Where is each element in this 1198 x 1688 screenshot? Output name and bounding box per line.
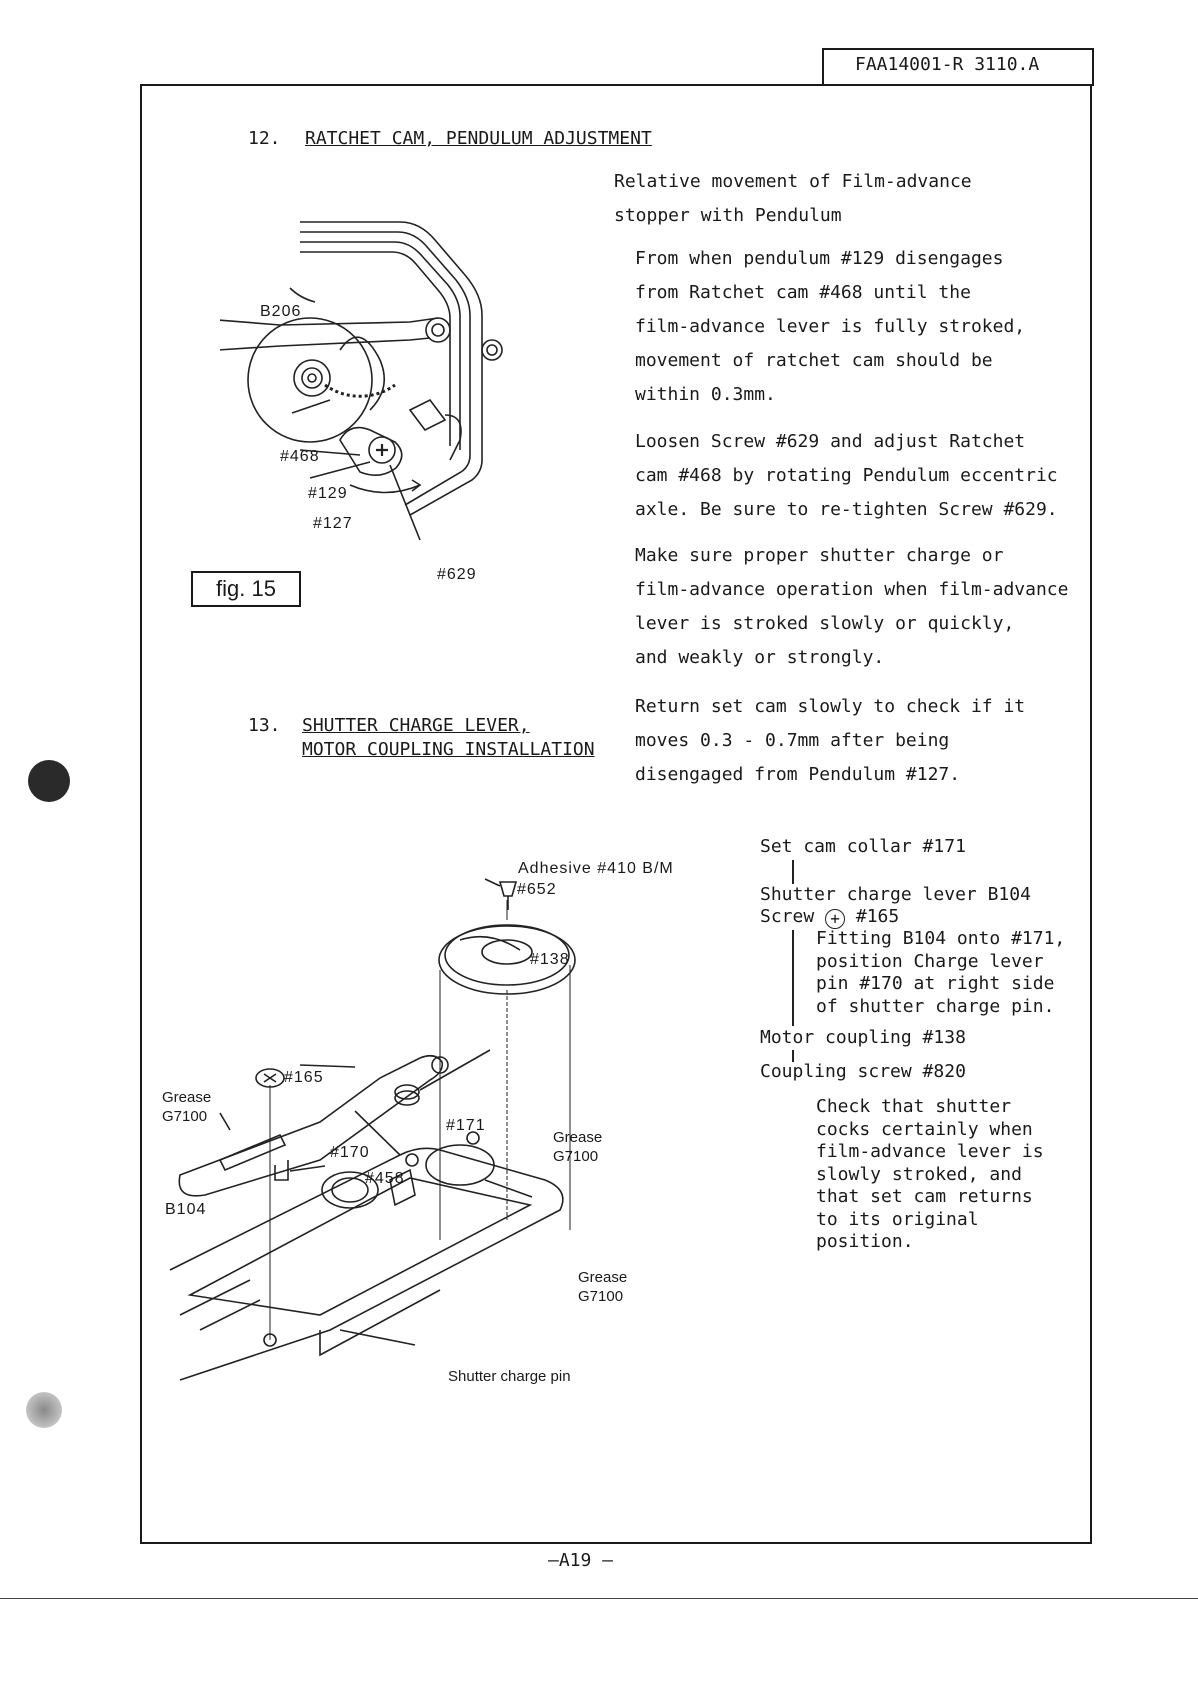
label-468: #468 [280,448,320,465]
section-12-title: RATCHET CAM, PENDULUM ADJUSTMENT [305,128,652,149]
section-12-number: 12. [248,128,281,149]
step-coupling-screw: Coupling screw #820 [760,1061,966,1082]
step-check: Check that shutter cocks certainly when film-advance lever is slowly stroked, and that set cam returns to its original position. [816,1096,1044,1252]
flow-arrow [792,930,794,1026]
phillips-screw-icon: + [825,909,845,929]
label-grease-3: Grease G7100 [578,1269,628,1305]
label-127: #127 [313,515,353,532]
step-note: Fitting B104 onto #171, position Charge lever pin #170 at right side of shutter charge pin. [816,928,1066,1017]
label-170: #170 [330,1144,370,1161]
section-12-intro: Relative movement of Film-advance stopper with Pendulum [614,171,972,226]
section-12-para-4: Return set cam slowly to check if it moves 0.3 - 0.7mm after being disengaged from Pendulum #127. [635,696,1026,785]
section-13-title-line-1: SHUTTER CHARGE LEVER, [302,715,530,736]
flow-arrow [792,860,794,884]
step-set-cam-collar: Set cam collar #171 [760,836,966,857]
section-12-para-2: Loosen Screw #629 and adjust Ratchet cam #468 by rotating Pendulum eccentric axle. Be sure to re-tighten Screw #629. [635,431,1058,520]
label-grease-1: Grease G7100 [162,1089,212,1125]
page-number: —A19 — [548,1550,614,1571]
label-165: #165 [284,1069,324,1086]
label-b206: B206 [260,303,302,320]
scan-mark [26,1392,62,1428]
section-12-para-1: From when pendulum #129 disengages from Ratchet cam #468 until the film-advance lever is fully stroked, movement of ratchet cam should be within 0.3mm. [635,248,1026,405]
figure-caption: fig. 15 [191,571,301,607]
scan-mark [28,760,70,802]
doc-code: FAA14001-R 3110.A [855,54,1040,75]
label-652: #652 [517,881,557,898]
step-screw: Screw + #165 [760,906,900,928]
step-shutter-charge-lever: Shutter charge lever B104 [760,884,1031,905]
section-13-title-line-2: MOTOR COUPLING INSTALLATION [302,739,595,760]
section-12-para-3: Make sure proper shutter charge or film-advance operation when film-advance lever is stroked slowly or quickly, and weakly or strongly. [635,545,1069,668]
label-138: #138 [530,951,570,968]
label-shutter-charge-pin: Shutter charge pin [448,1368,571,1385]
label-129: #129 [308,485,348,502]
ratchet-cam-diagram [220,210,550,550]
motor-coupling-diagram [160,860,740,1420]
label-adhesive: Adhesive #410 B/M [518,860,674,877]
bottom-rule [0,1598,1198,1599]
section-13-number: 13. [248,715,281,736]
step-motor-coupling: Motor coupling #138 [760,1027,966,1048]
label-458: #458 [365,1170,405,1187]
label-629: #629 [437,566,477,583]
label-171: #171 [446,1117,486,1134]
label-grease-2: Grease G7100 [553,1129,603,1165]
label-b104: B104 [165,1201,207,1218]
